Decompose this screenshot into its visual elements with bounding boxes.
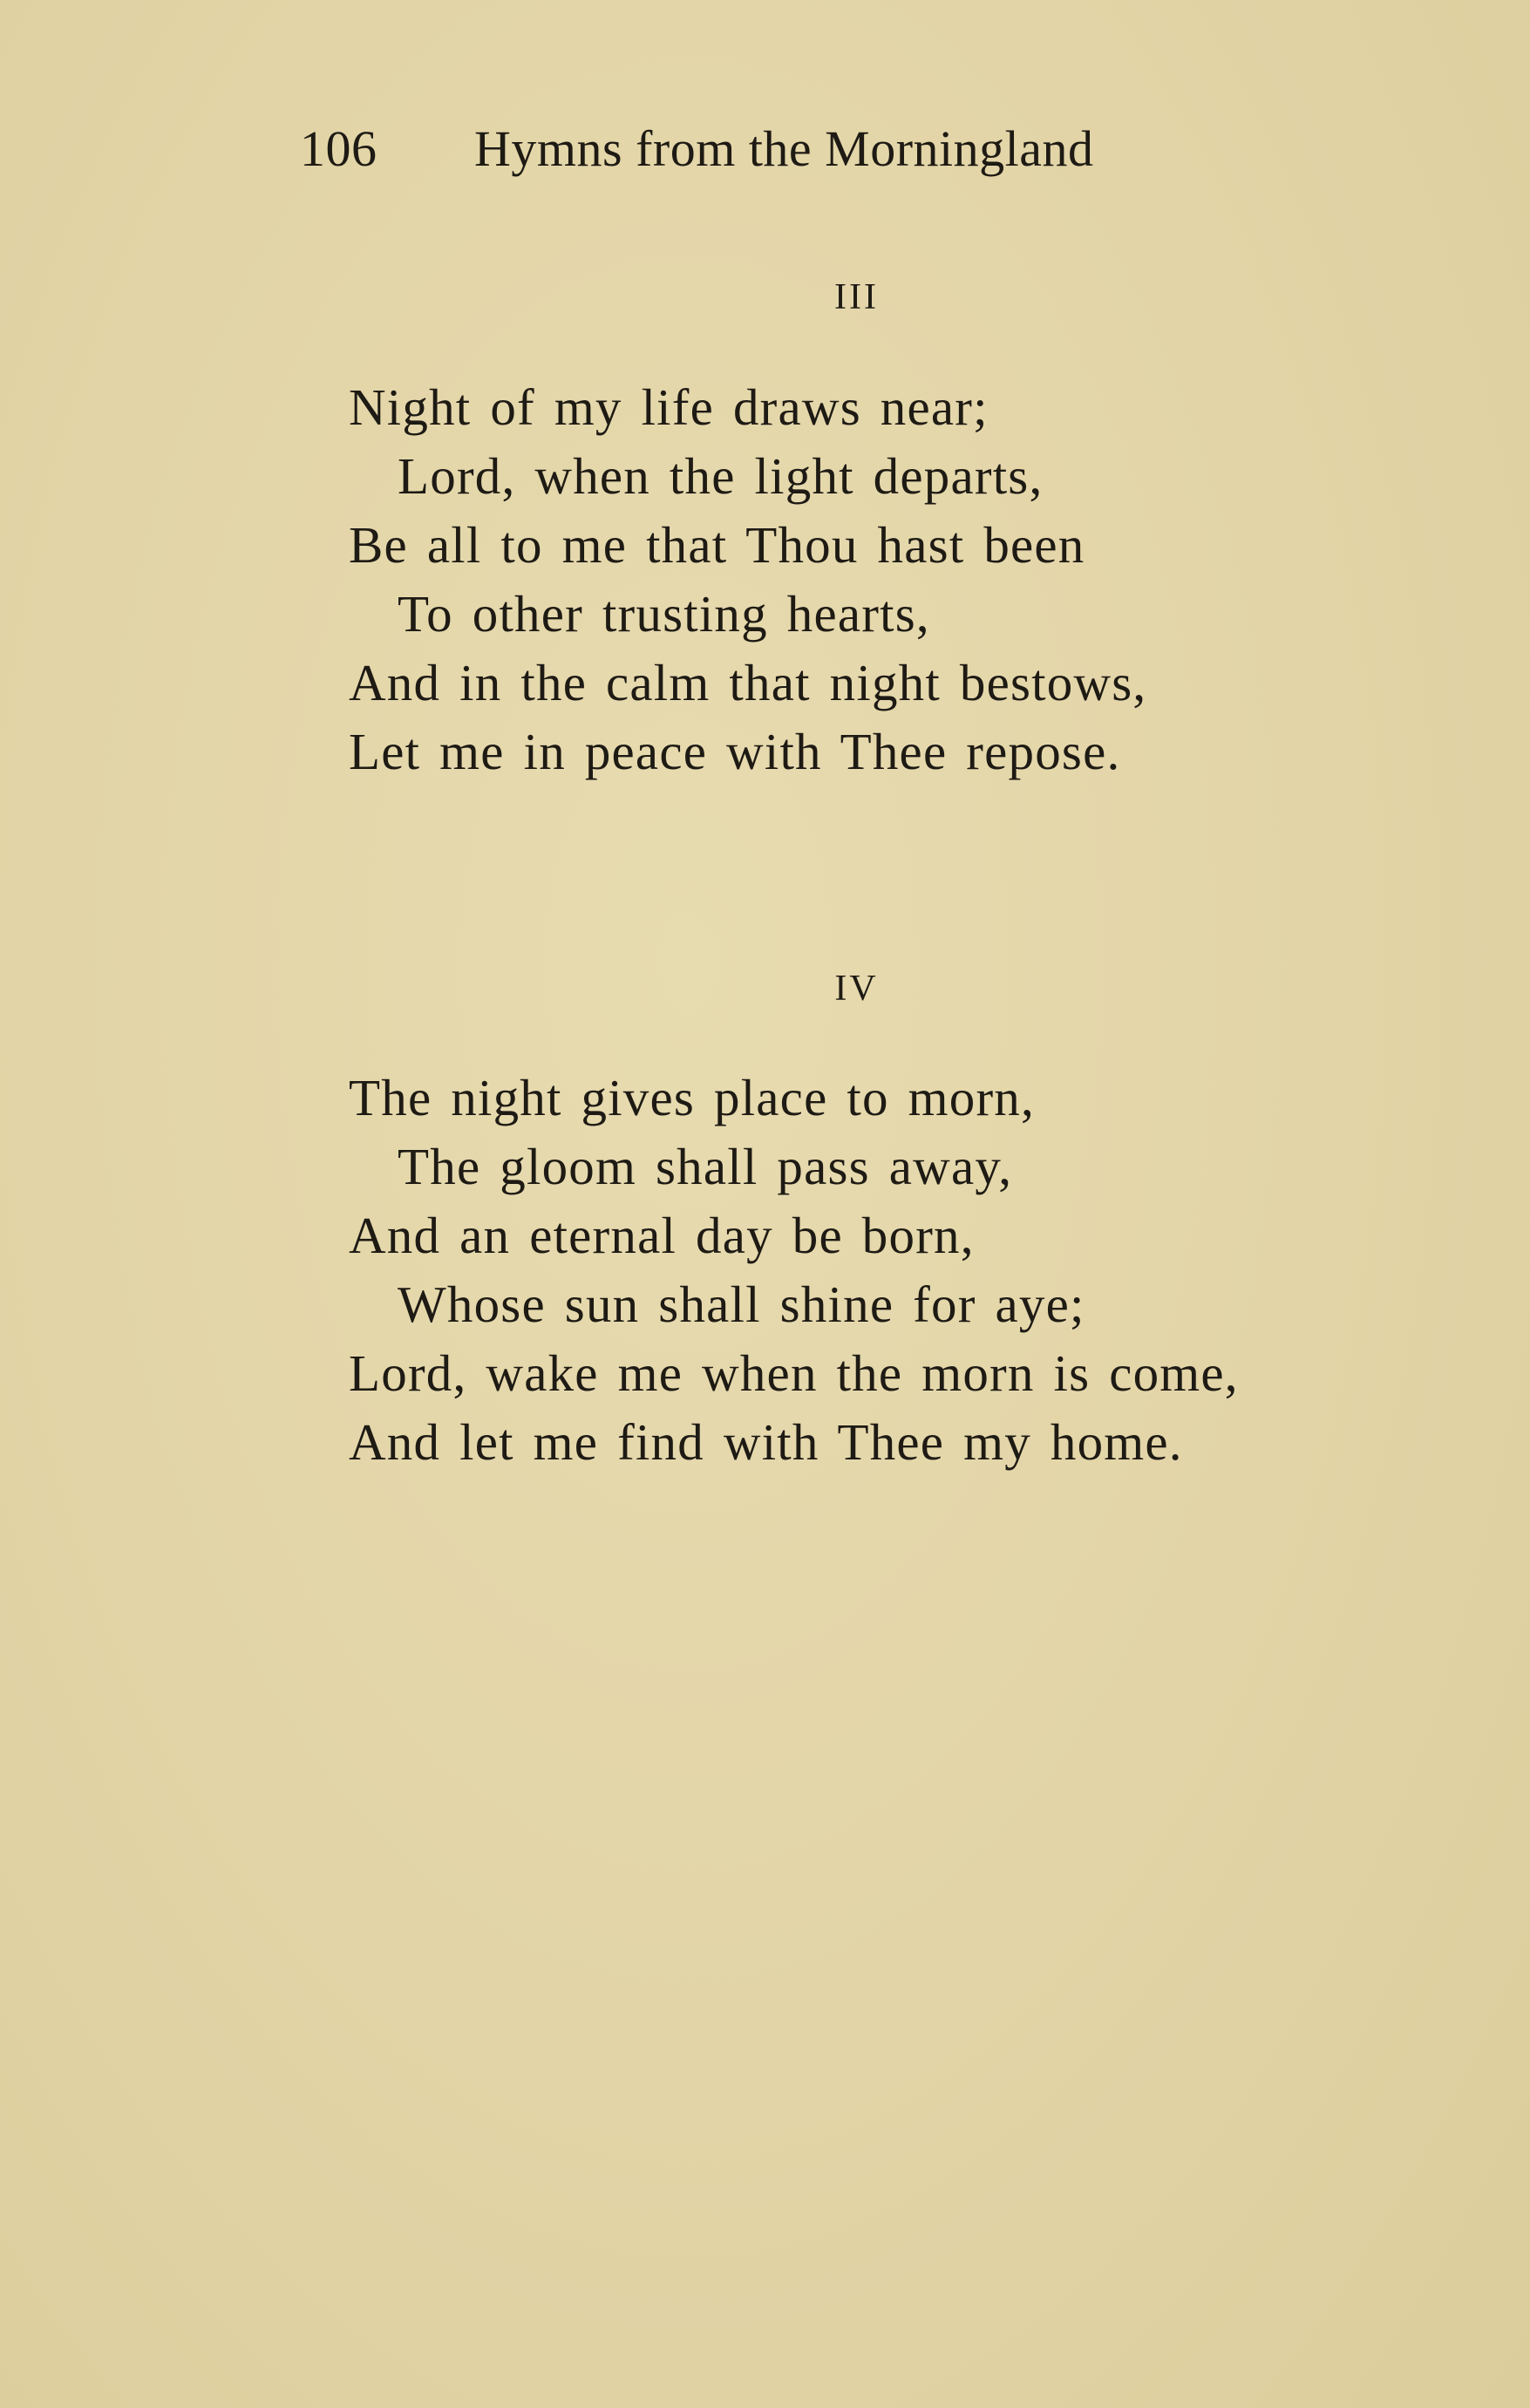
page-number: 106 [300, 120, 377, 177]
verse-line: The night gives place to morn, [349, 1069, 1035, 1126]
verse-line: To other trusting hearts, [398, 585, 930, 643]
verse-line: And in the calm that night bestows, [349, 654, 1147, 711]
verse-line: Lord, wake me when the morn is come, [349, 1344, 1239, 1402]
section-numeral-iii: III [834, 277, 879, 317]
running-head [300, 120, 1094, 177]
verse-line: Night of my life draws near; [349, 378, 989, 436]
verse-line: Let me in peace with Thee repose. [349, 723, 1121, 780]
verse-line: Lord, when the light departs, [398, 447, 1044, 505]
verse-line: And let me find with Thee my home. [349, 1413, 1183, 1471]
verse-line: The gloom shall pass away, [398, 1138, 1013, 1195]
stanza-iii [349, 373, 1146, 786]
verse-line: Whose sun shall shine for aye; [398, 1275, 1085, 1333]
verse-line: And an eternal day be born, [349, 1207, 975, 1264]
stanza-iv [349, 1064, 1239, 1477]
section-numeral-iv: IV [834, 969, 879, 1009]
book-title: Hymns from the Morningland [474, 120, 1094, 177]
verse-line: Be all to me that Thou hast been [349, 516, 1085, 574]
